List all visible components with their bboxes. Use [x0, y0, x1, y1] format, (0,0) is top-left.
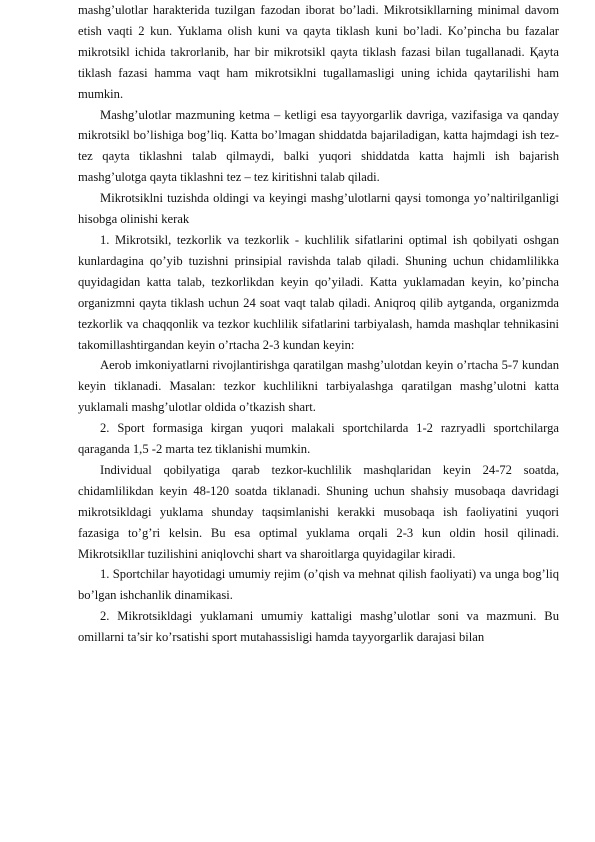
paragraph-5: Aerob imkoniyatlarni rivojlantirishga qaratilgan mashg’ulotdan keyin o’rtacha 5-7 kundan keyin tiklanadi. Masalan: tezkor kuchlilikni tarbiyalashga qaratilgan mashg’ulotni katta yuklamali mashg’ulotlar oldida o’tkazish shart.: [78, 358, 559, 415]
paragraph-4: 1. Mikrotsikl, tezkorlik va tezkorlik - kuchlilik sifatlarini optimal ish qobilyati oshgan kunlardagina qo’yib tuzishni prinsipial ravishda talab qiladi. Shuning uchun chidamlilikka quyidagidan katta talab, tezkorlikdan keyin qo’yiladi. Katta yuklamadan keyin, ko’pincha organizmni qayta tiklash uchun 24 soat vaqt talab qiladi. Aniqroq qilib aytganda, organizmda tezkorlik va chaqqonlik va tezkor kuchlilik sifatlarini tarbiyalash, hamda mashqlar tehnikasini takomillashtirgandan keyin o’rtacha 2-3 kundan keyin:: [78, 232, 559, 352]
paragraph-7: Individual qobilyatiga qarab tezkor-kuchlilik mashqlaridan keyin 24-72 soatda, chidamlilikdan keyin 48-120 soatda tiklanadi. Shuning uchun shahsiy musobaqa davridagi mikrotsikldagi yuklama shunday taqsimlanishi kerakki musobaqa ish faoliyatini yuqori fazasiga to’g’ri kelsin. Bu esa optimal yuklama orqali 2-3 kun oldin hosil qilinadi. Mikrotsikllar tuzilishini aniqlovchi shart va sharoitlarga quyidagilar kiradi.: [78, 462, 559, 561]
paragraph-1: mashg’ulotlar harakterida tuzilgan fazodan iborat bo’ladi. Mikrotsikllarning minimal davom etish vaqti 2 kun. Yuklama olish kuni va qayta tiklash kuni bo’ladi. Ko’pincha bu fazalar mikrotsikl ichida takrorlanib, har bir mikrotsikl qayta tiklash fazasi bilan tugallanadi. Қayta tiklash fazasi hamma vaqt ham mikrotsiklni tugallamasligi uning ichida qaytarilishi ham mumkin.: [78, 3, 559, 101]
paragraph-6: 2. Sport formasiga kirgan yuqori malakali sportchilarda 1-2 razryadli sportchilarga qaraganda 1,5 -2 marta tez tiklanishi mumkin.: [78, 421, 559, 457]
paragraph-3: Mikrotsiklni tuzishda oldingi va keyingi mashg’ulotlarni qaysi tomonga yo’naltirilganligi hisobga olinishi kerak: [78, 191, 559, 227]
paragraph-9: 2. Mikrotsikldagi yuklamani umumiy kattaligi mashg’ulotlar soni va mazmuni. Bu omillarni ta’sir ko’rsatishi sport mutahassisligi hamda tayyorgarlik darajasi bilan: [78, 609, 559, 645]
document-page: [78, 0, 559, 648]
paragraph-8: 1. Sportchilar hayotidagi umumiy rejim (o’qish va mehnat qilish faoliyati) va unga bog’liq bo’lgan ishchanlik dinamikasi.: [78, 567, 559, 603]
paragraph-2: Mashg’ulotlar mazmuning ketma – ketligi esa tayyorgarlik davriga, vazifasiga va qanday mikrotsikl bo’lishiga bog’liq. Katta bo’lmagan shiddatda bajariladigan, katta hajmdagi ish tez-tez qayta tiklashni talab qilmaydi, balki yuqori shiddatda katta hajmli ish bajarish mashg’ulotga qayta tiklashni tez – tez kiritishni talab qiladi.: [78, 107, 559, 185]
